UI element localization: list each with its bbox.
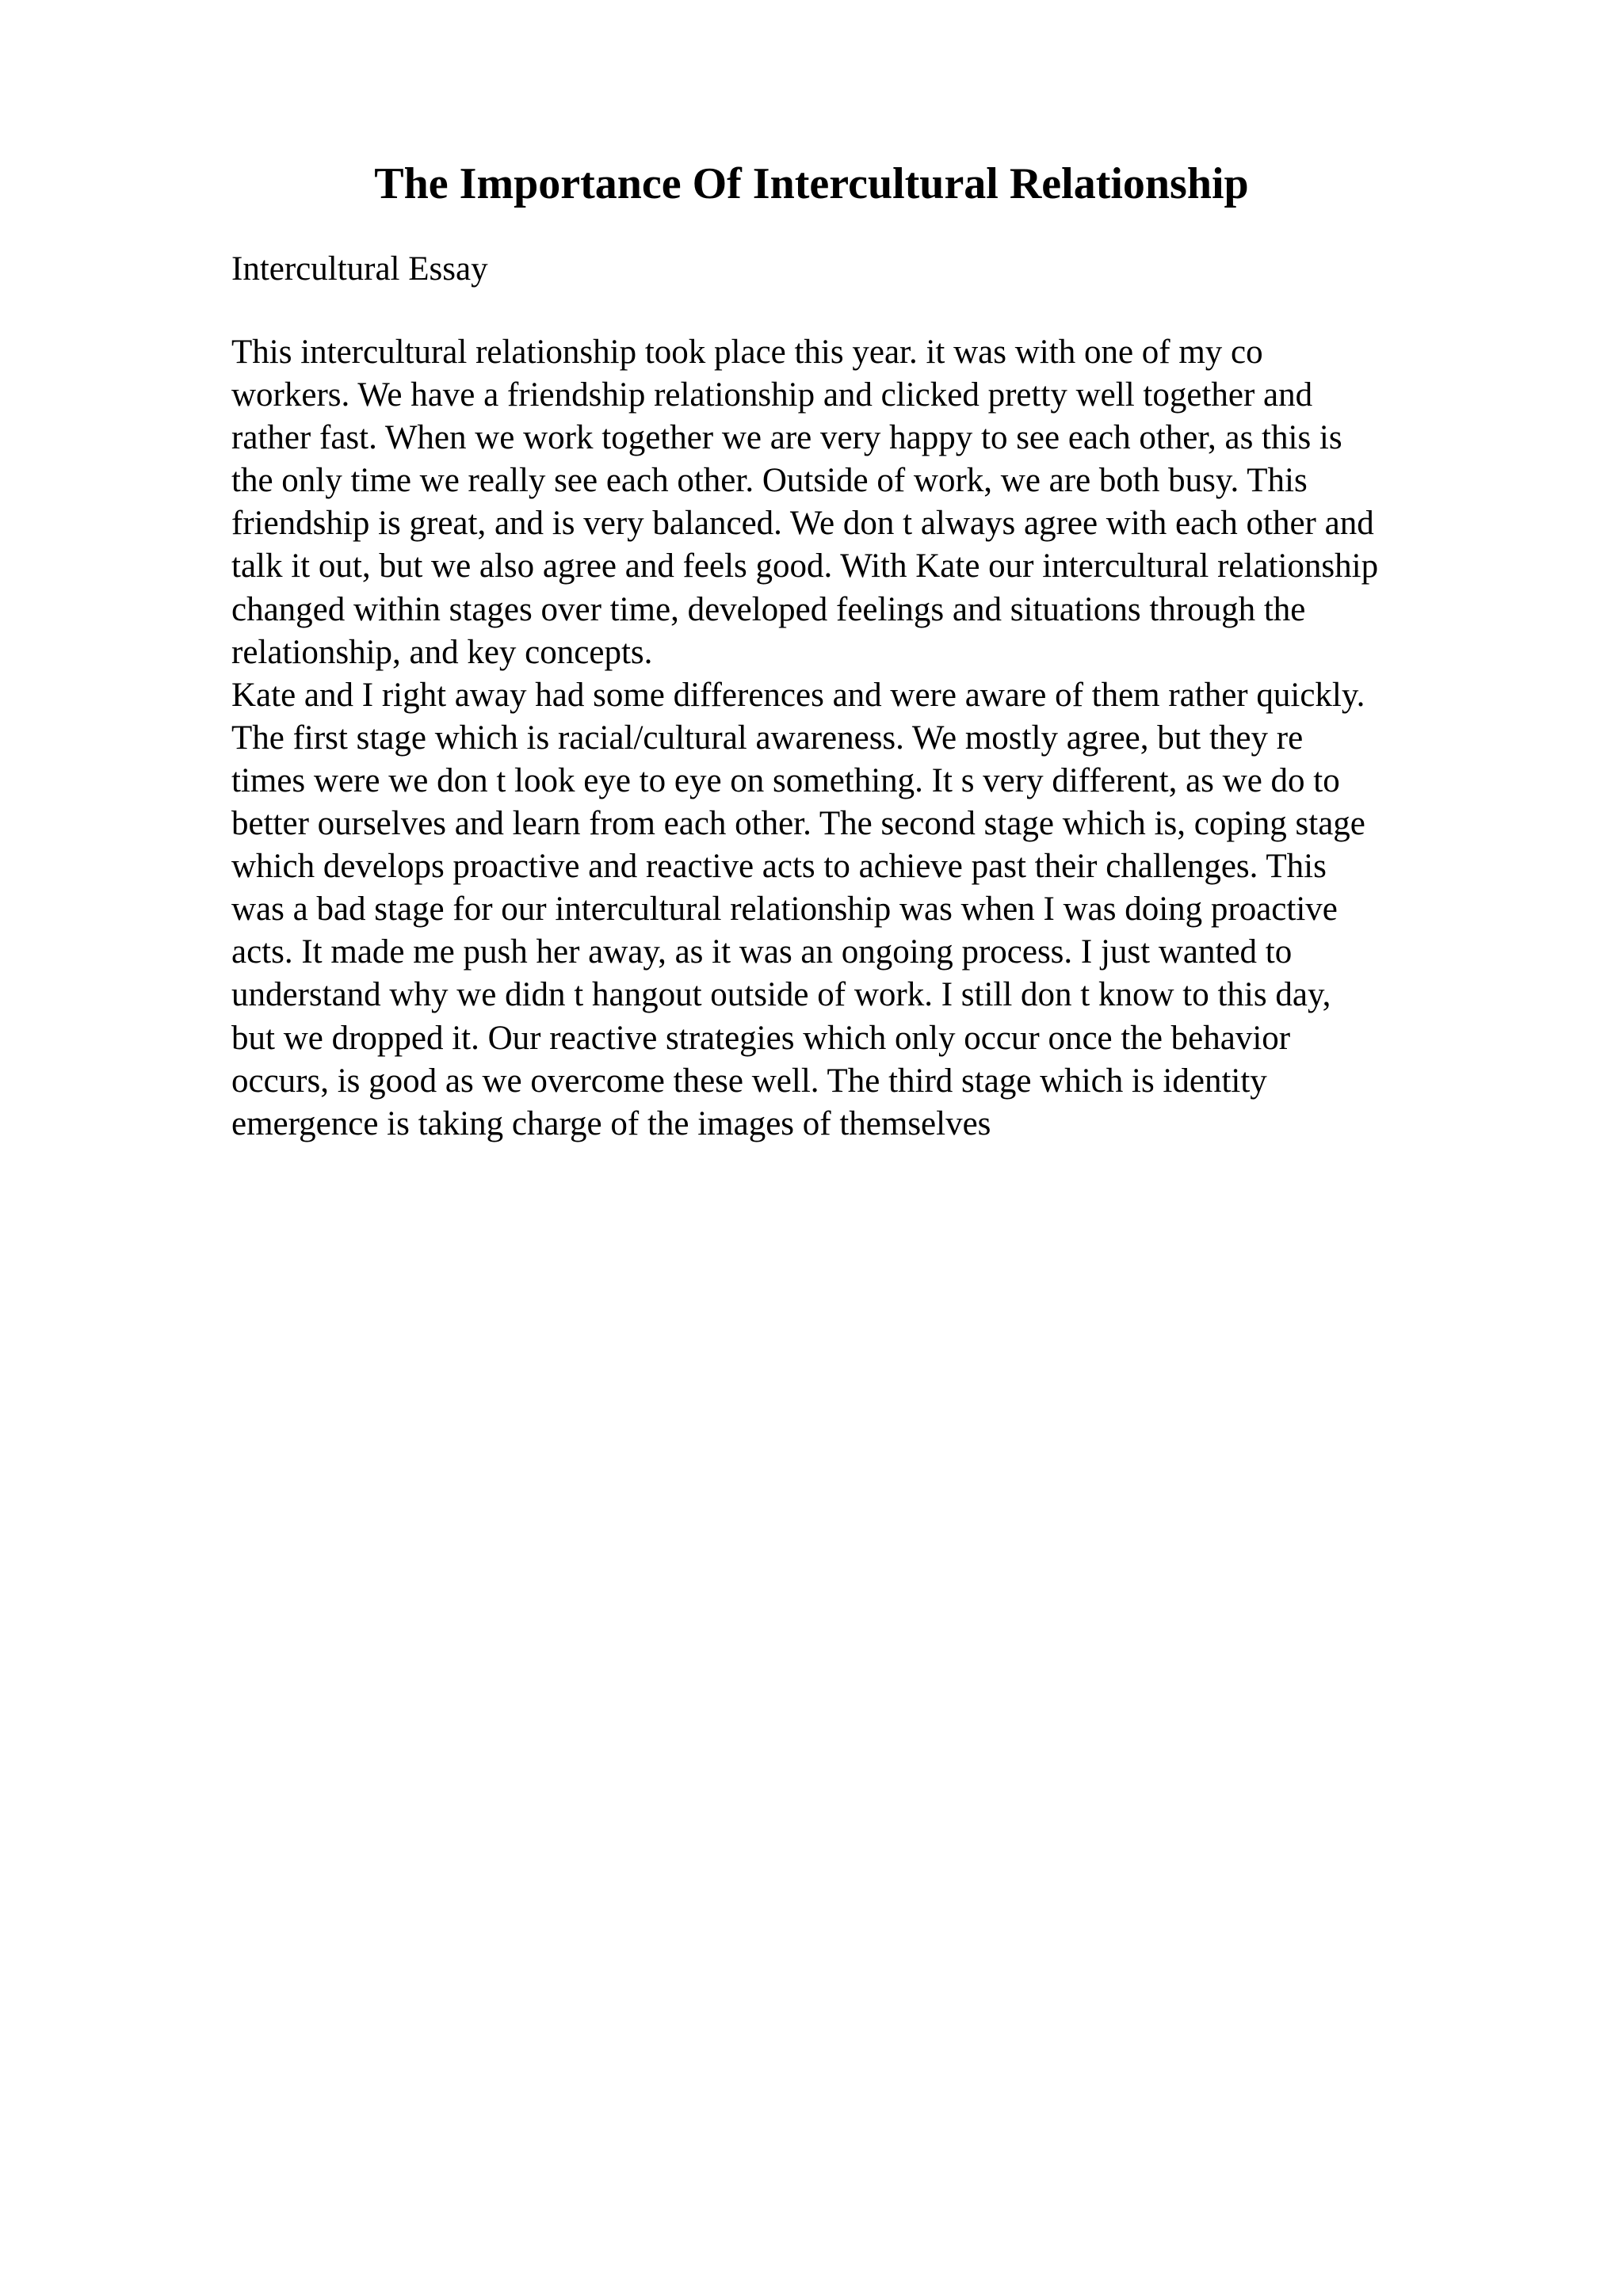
text-line: friendship is great, and is very balanced. We don t always agree with each other and (231, 505, 1374, 543)
text-line: but we dropped it. Our reactive strategies which only occur once the behavior (231, 1019, 1291, 1057)
document-title: The Importance Of Intercultural Relationship (374, 159, 1249, 208)
text-line: which develops proactive and reactive acts to achieve past their challenges. This (231, 848, 1327, 886)
text-line: This intercultural relationship took place this year. it was with one of my co (231, 334, 1263, 371)
paragraph-1 (231, 331, 1515, 674)
paragraph-2 (231, 674, 1515, 1146)
document-subtitle: Intercultural Essay (231, 250, 488, 288)
text-line: understand why we didn t hangout outside of work. I still don t know to this day, (231, 976, 1331, 1014)
text-line: talk it out, but we also agree and feels good. With Kate our intercultural relationship (231, 547, 1379, 585)
text-line: relationship, and key concepts. (231, 633, 653, 671)
document-body (231, 331, 1515, 1146)
text-line: The first stage which is racial/cultural awareness. We mostly agree, but they re (231, 719, 1304, 757)
text-line: better ourselves and learn from each other. The second stage which is, coping stage (231, 805, 1365, 843)
text-line: acts. It made me push her away, as it was an ongoing process. I just wanted to (231, 933, 1293, 971)
text-line: emergence is taking charge of the images of themselves (231, 1104, 991, 1142)
text-line: the only time we really see each other. Outside of work, we are both busy. This (231, 462, 1308, 500)
text-line: changed within stages over time, developed feelings and situations through the (231, 590, 1306, 628)
text-line: was a bad stage for our intercultural relationship was when I was doing proactive (231, 891, 1338, 929)
text-line: times were we don t look eye to eye on something. It s very different, as we do to (231, 761, 1340, 799)
text-line: occurs, is good as we overcome these well. The third stage which is identity (231, 1062, 1267, 1100)
text-line: rather fast. When we work together we are very happy to see each other, as this is (231, 419, 1342, 457)
text-line: Kate and I right away had some differences and were aware of them rather quickly. (231, 676, 1365, 714)
text-line: workers. We have a friendship relationship and clicked pretty well together and (231, 376, 1313, 414)
